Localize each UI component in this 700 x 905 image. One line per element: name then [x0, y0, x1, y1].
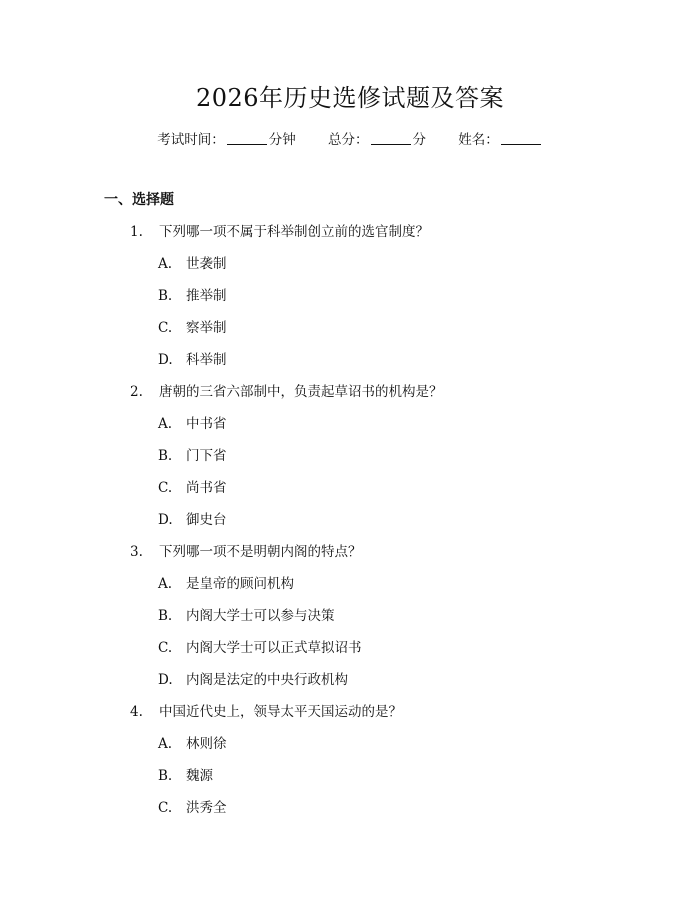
name-blank: [501, 131, 541, 145]
option-text: 察举制: [186, 320, 227, 336]
time-field: [157, 128, 296, 148]
option-text: 内阁大学士可以参与决策: [186, 608, 335, 624]
option-letter: C.: [158, 640, 173, 656]
option-letter: B.: [158, 608, 173, 624]
question-number: 2.: [130, 384, 143, 400]
question-text: 下列哪一项不属于科举制创立前的选官制度？: [159, 224, 429, 240]
page-title: 2026年历史选修试题及答案: [195, 84, 505, 112]
option-text: 林则徐: [186, 736, 227, 752]
exam-meta: [0, 128, 700, 148]
option-text: 科举制: [186, 352, 227, 368]
score-label: 总分：: [328, 132, 369, 148]
option-text: 门下省: [186, 448, 227, 464]
option-letter: D.: [158, 512, 173, 528]
option-letter: C.: [158, 800, 173, 816]
option-text: 中书省: [186, 416, 227, 432]
option-letter: B.: [158, 448, 173, 464]
option-letter: C.: [158, 480, 173, 496]
option-text: 推举制: [186, 288, 227, 304]
score-field: [328, 128, 426, 148]
section-heading: 一、选择题: [104, 192, 174, 208]
question-text: 下列哪一项不是明朝内阁的特点？: [159, 544, 362, 560]
score-blank: [371, 131, 411, 145]
option-text: 魏源: [186, 768, 213, 784]
question-text: 中国近代史上，领导太平天国运动的是？: [159, 704, 402, 720]
option-text: 世袭制: [186, 256, 227, 272]
option-letter: A.: [158, 416, 173, 432]
option-text: 尚书省: [186, 480, 227, 496]
name-label: 姓名：: [458, 132, 499, 148]
time-blank: [227, 131, 267, 145]
option-letter: B.: [158, 768, 173, 784]
time-unit: 分钟: [268, 132, 296, 148]
name-field: [458, 128, 543, 148]
question-text: 唐朝的三省六部制中，负责起草诏书的机构是？: [159, 384, 443, 400]
option-text: 洪秀全: [186, 800, 227, 816]
question-number: 4.: [130, 704, 143, 720]
option-text: 是皇帝的顾问机构: [186, 576, 294, 592]
option-letter: A.: [158, 736, 173, 752]
question-number: 3.: [130, 544, 143, 560]
option-letter: D.: [158, 672, 173, 688]
option-text: 内阁是法定的中央行政机构: [186, 672, 348, 688]
option-text: 内阁大学士可以正式草拟诏书: [186, 640, 362, 656]
option-letter: A.: [158, 256, 173, 272]
question-number: 1.: [130, 224, 143, 240]
time-label: 考试时间：: [157, 132, 225, 148]
option-letter: C.: [158, 320, 173, 336]
option-letter: B.: [158, 288, 173, 304]
option-letter: A.: [158, 576, 173, 592]
option-text: 御史台: [186, 512, 227, 528]
score-unit: 分: [412, 132, 426, 148]
option-letter: D.: [158, 352, 173, 368]
